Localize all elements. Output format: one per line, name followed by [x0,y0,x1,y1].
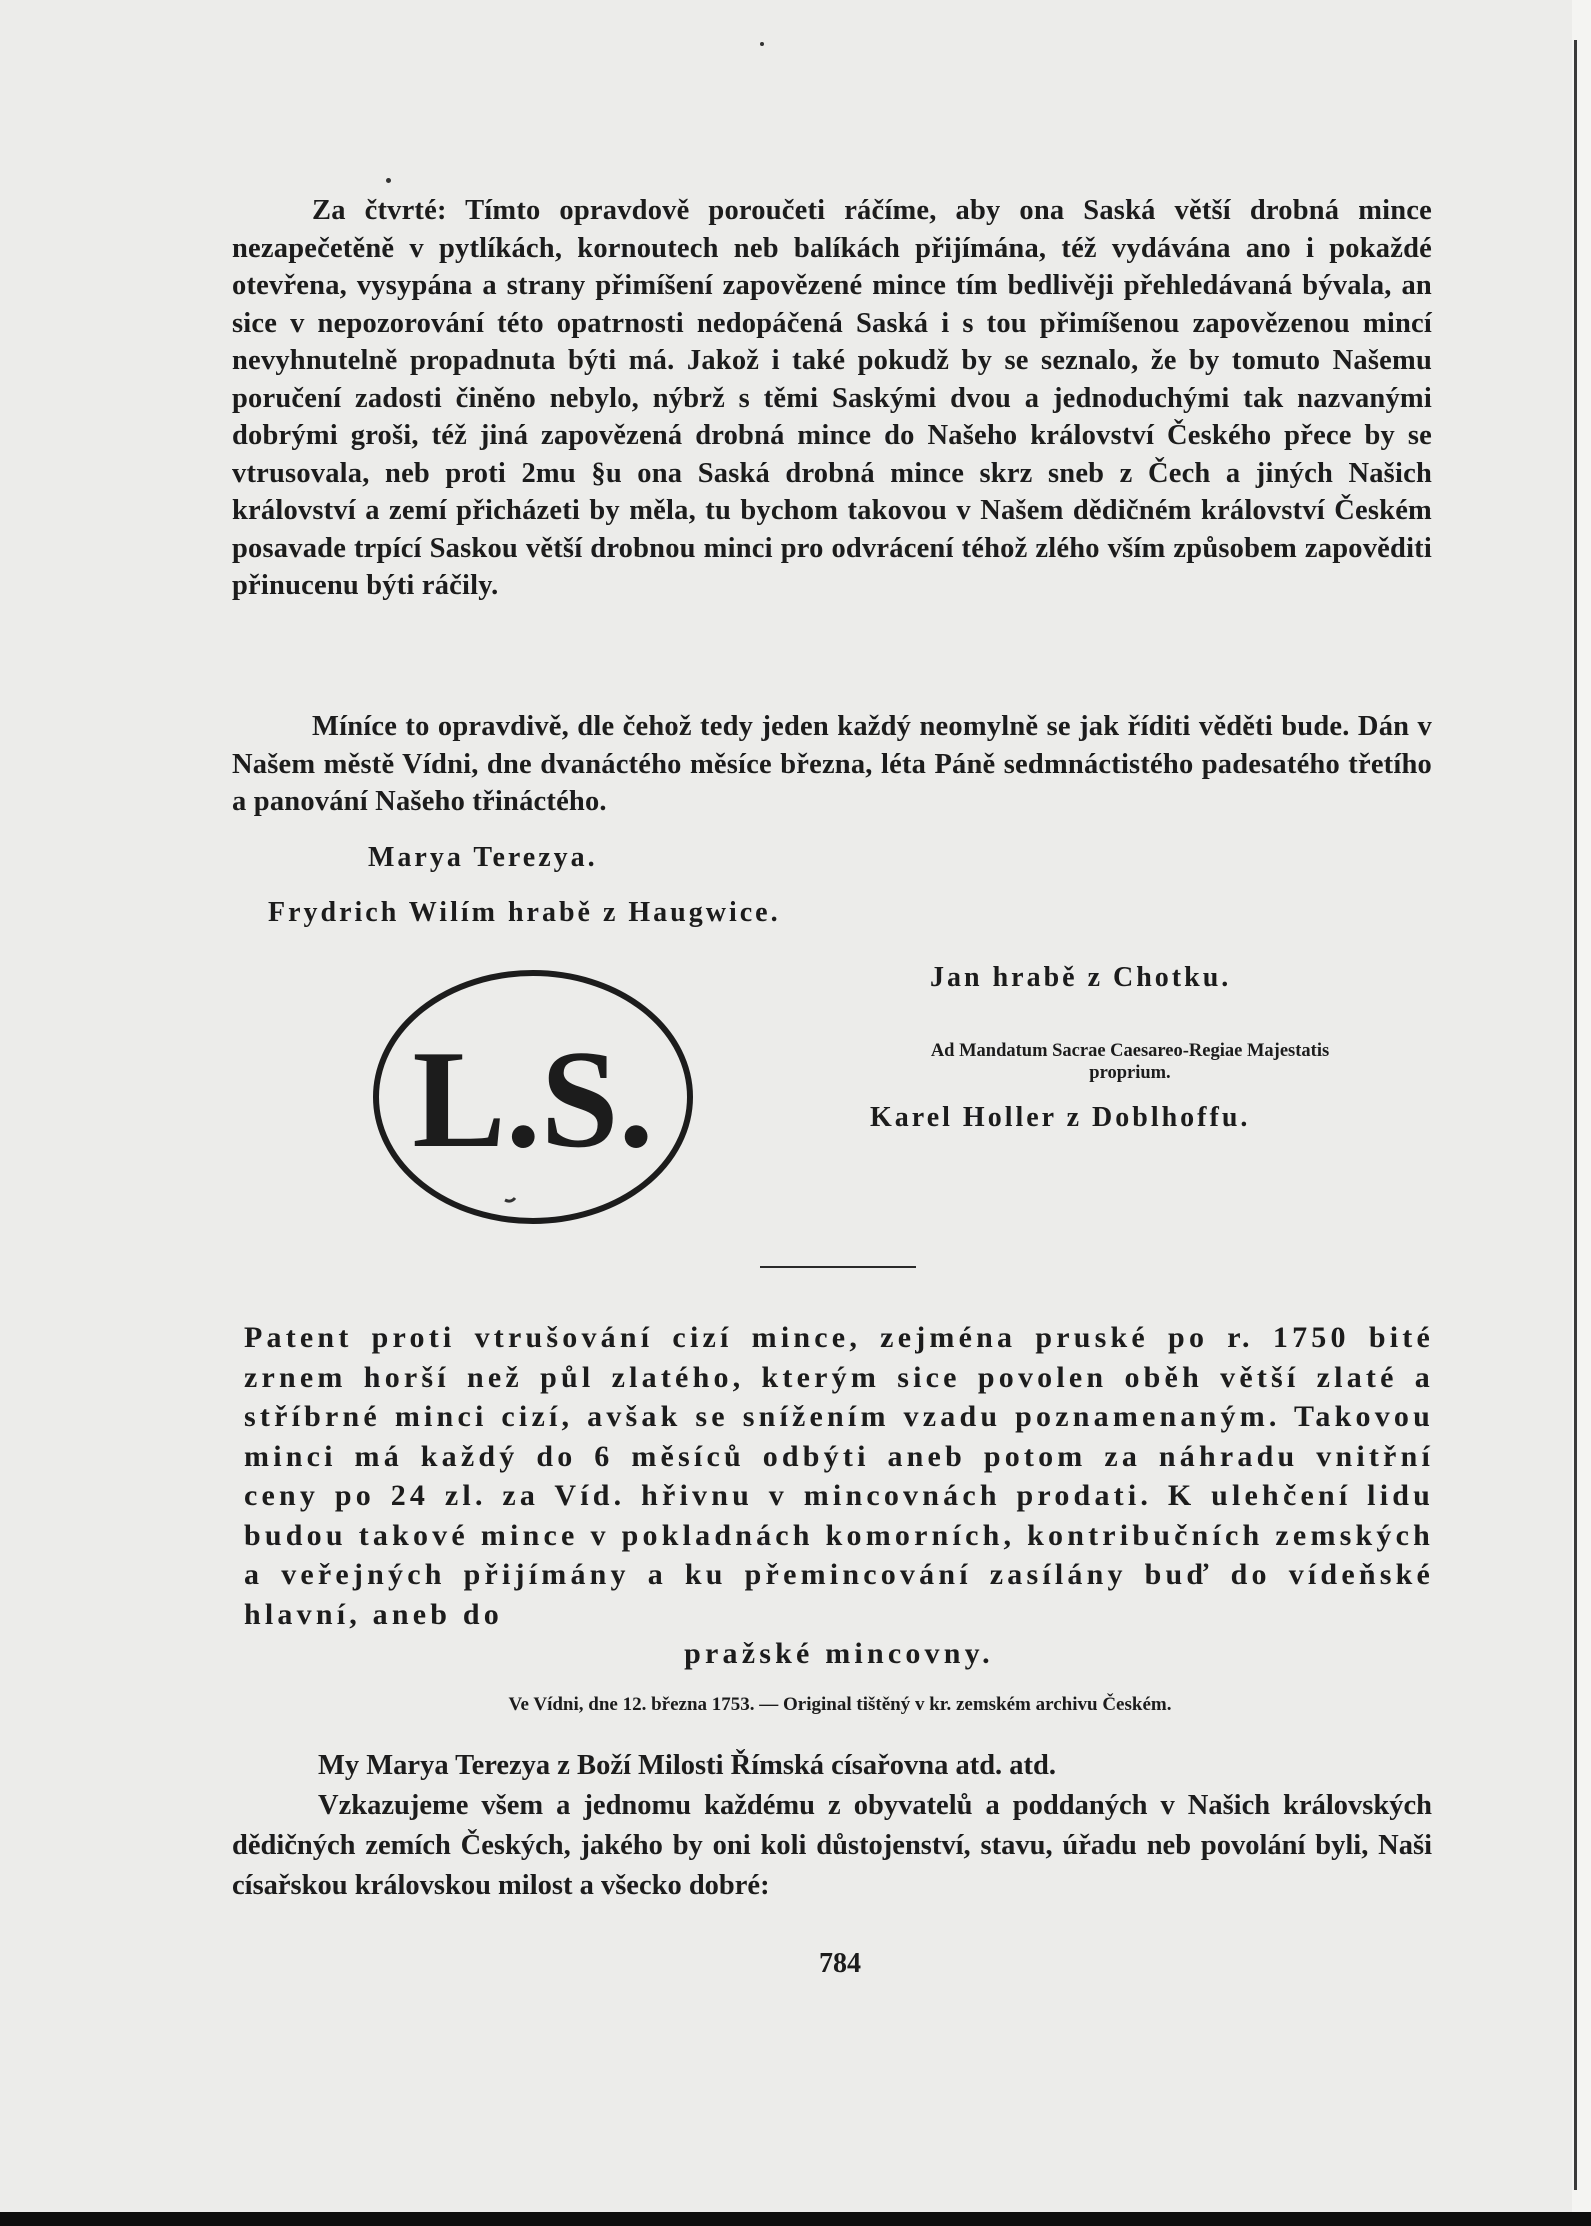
seal-mark [505,1198,515,1201]
signature-chotek: Jan hrabě z Chotku. [930,962,1232,993]
ink-speck [760,42,764,46]
patent-summary [244,1318,1434,1674]
signature-holler: Karel Holler z Doblhoffu. [870,1102,1251,1133]
signature-haugwitz: Frydrich Wilím hrabě z Haugwice. [268,897,781,928]
paragraph-fourth-clause: Za čtvrté: Tímto opravdově poroučeti ráčíme, aby ona Saská větší drobná mince nezapečetěně v pytlíkách, kornoutech neb balíkách přijímána, též vydávána ano i pokaždé otevřena, vysypána a strany přimíšení zapovězené mince tím bedlivěji přehledávaná bývala, an sice v nepozorování této opatrnosti nedopáčená Saská i s tou přimíšenou zapovězenou mincí nevyhnutelně propadnuta býti má. Jakož i také pokudž by se seznalo, že by tomuto Našemu poručení zadosti činěno nebylo, nýbrž s těmi Saskými dvou a jednoduchými tak nazvanými dobrými groši, též jiná zapovězená drobná mince do Našeho království Českého přece by se vtrusovala, neb proti 2mu §u ona Saská drobná mince skrz sneb z Čech a jiných Našich království a zemí přicházeti by měla, tu bychom takovou v Našem dědičném království Českém posavade trpící Saskou větší drobnou minci pro odvrácení téhož zlého vším způsobem zapověditi přinucenu býti ráčily. [232,195,1432,601]
seal-text: L.S. [412,1022,654,1177]
page-number: 784 [819,1948,861,1979]
scan-border [0,2212,1591,2226]
patent-summary-body: Patent proti vtrušování cizí mince, zejména pruské po r. 1750 bité zrnem horší než půl zlatého, kterým sice povolen oběh větší zlaté a stříbrné minci cizí, avšak se snížením vzadu poznamenaným. Takovou minci má každý do 6 měsíců odbýti aneb potom za náhradu vnitřní ceny po 24 zl. za Víd. hřivnu v mincovnách prodati. K ulehčení lidu budou takové mince v pokladnách komorních, kontribučních zemských a veřejných přijímány a ku přemincování zasílány buď do vídeňské hlavní, aneb do [244,1321,1434,1631]
ink-speck [386,178,391,183]
greeting-paragraph: Vzkazujeme všem a jednomu každému z obyvatelů a poddaných v Našich královských dědičných zemích Českých, jakého by oni koli důstojenství, stavu, úřadu neb povolání byli, Naši císařskou královskou milost a všecko dobré: [232,1790,1432,1901]
decree-section-fourth [232,192,1432,605]
mandatum-line: proprium. [1089,1063,1171,1083]
signature-maria-theresa: Marya Terezya. [368,842,598,873]
source-citation: Ve Vídni, dne 12. března 1753. — Original tištěný v kr. zemském archivu Českém. [508,1694,1172,1715]
patent-summary-last-line: pražské mincovny. [684,1637,994,1670]
section-divider [760,1266,916,1268]
patent-opening [232,1746,1432,1906]
closing-paragraph: Míníce to opravdivě, dle čehož tedy jeden každý neomylně se jak říditi věděti bude. Dán v Našem městě Vídni, dne dvanáctého měsíce března, léta Páně sedmnáctistého padesatého třetího a panování Našeho třináctého. [232,711,1432,817]
binding-line [1574,40,1577,2190]
decree-closing [232,708,1432,821]
sovereign-intro: My Marya Terezya z Boží Milosti Římská císařovna atd. atd. [318,1750,1057,1781]
mandatum-note [820,1040,1440,1084]
seal-locus-sigilli [370,968,696,1226]
mandatum-line: Ad Mandatum Sacrae Caesareo-Regiae Majestatis [930,1041,1330,1061]
